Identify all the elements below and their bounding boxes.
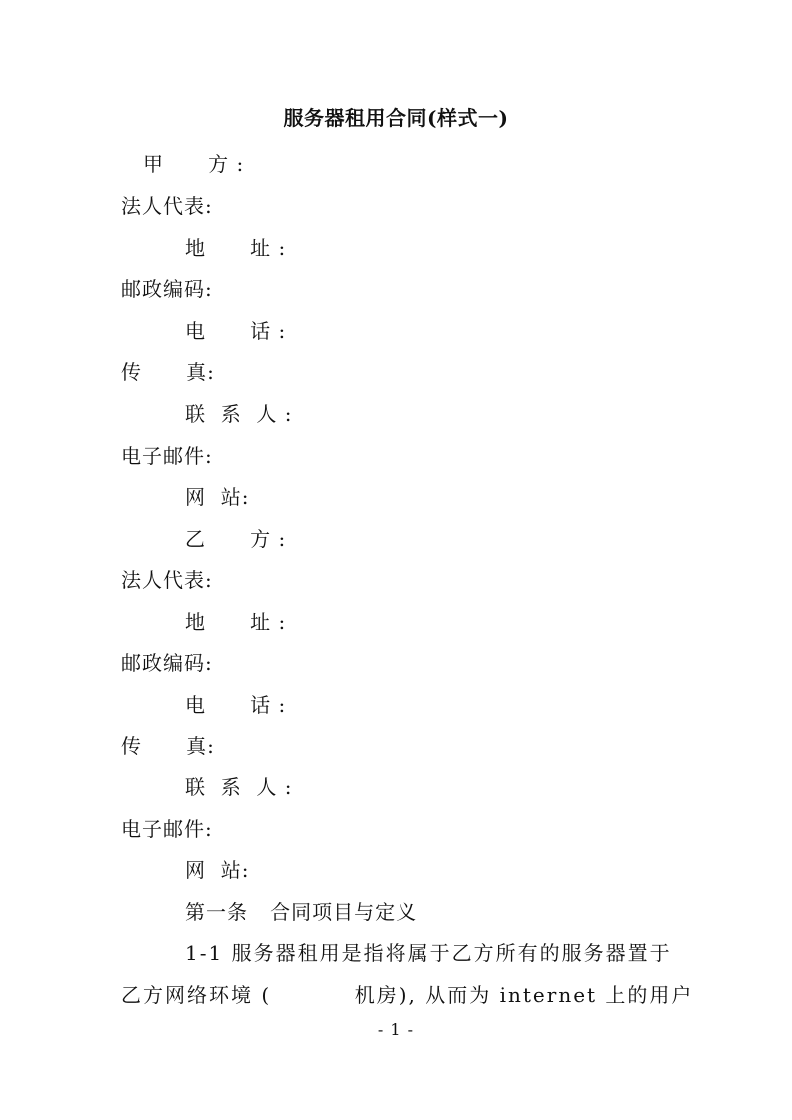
party-b-website-label: 网 站: (185, 858, 250, 882)
party-b-email-label: 电子邮件: (121, 817, 213, 841)
article-1-1-line-2: 乙方网络环境 ( 机房), 从而为 internet 上的用户 (121, 983, 694, 1007)
document-title: 服务器租用合同(样式一) (283, 106, 509, 130)
party-a-fax-label: 传 真: (121, 360, 215, 384)
article-1-1-line-1: 1-1 服务器租用是指将属于乙方所有的服务器置于 (185, 941, 672, 965)
party-a-phone-label: 电 话 : (185, 319, 287, 343)
party-a-website-label: 网 站: (185, 485, 250, 509)
party-a-contact-label: 联 系 人 : (185, 402, 293, 426)
party-b-fax-label: 传 真: (121, 734, 215, 758)
party-a-address-label: 地 址 : (185, 236, 287, 260)
party-b-postcode-label: 邮政编码: (121, 651, 213, 675)
page-number: - 1 - (377, 1020, 415, 1039)
party-a-email-label: 电子邮件: (121, 444, 213, 468)
party-b-address-label: 地 址 : (185, 610, 287, 634)
party-b-phone-label: 电 话 : (185, 693, 287, 717)
party-a-legal-rep-label: 法人代表: (121, 194, 213, 218)
party-b-label: 乙 方 : (185, 527, 287, 551)
party-a-postcode-label: 邮政编码: (121, 277, 213, 301)
party-b-legal-rep-label: 法人代表: (121, 568, 213, 592)
party-a-label: 甲 方 : (143, 152, 245, 176)
article-1-heading: 第一条 合同项目与定义 (185, 900, 418, 924)
party-b-contact-label: 联 系 人 : (185, 775, 293, 799)
